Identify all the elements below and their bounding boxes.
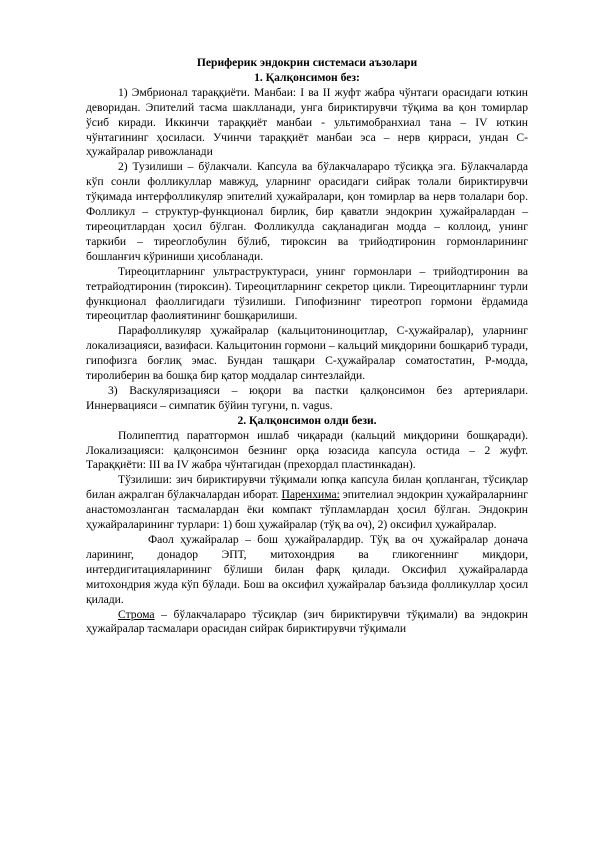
paragraph-active-cells: Фаол ҳужайралар – бош ҳужайралардир. Тўқ ва оч ҳужайралар донача ларининг, донадор ЭПТ, митохондрия ва гликогеннинг миқдори, интердигитацияларининг бўлиши билан фарқ қилади. Оксифил ҳужайраларда митохондрия жуда кўп бўлади. Бош ва оксифил ҳужайралар баъзида фолликуллар ҳосил қилади. <box>86 533 528 606</box>
paragraph-thyrocytes: Тиреоцитларнинг ультраструктураси, унинг гормонлари – трийодтиронин ва тетрайодтиронин (тироксин). Тиреоцитларнинг секретор цикли. Тиреоцитларнинг турли функционал фаоллигидаги тўзилиши. Гипофизнинг тиреотроп гормони ёрдамида тиреоцитлар фаолиятининг бошқарилиши. <box>86 264 528 323</box>
paragraph-vascularization: 3) Васкуляризацияси – юқори ва пастки қалқонсимон без артериялари. Иннервацияси – симпатик бўйин тугуни, n. vagus. <box>86 383 528 412</box>
paragraph-embryonal-development: 1) Эмбрионал тараққиёти. Манбаи: I ва II жуфт жабра чўнтаги орасидаги юткин деворидан. Эпителий тасма шаклланади, унга бириктирувчи тўқима ва қон томирлар ўсиб киради. Иккинчи тараққиёт манбаи - ультимобранхиал тана – IV юткин чўнтагининг ҳосиласи. Учинчи тараққиёт манбаи эса – нерв қирраси, ундан С-ҳужайралар ривожланади <box>86 85 528 159</box>
paragraph-structure: 2) Тузилиши – бўлакчали. Капсула ва бўлакчалараро тўсиққа эга. Бўлакчаларда кўп сонли фолликуллар мавжуд, уларнинг орасидаги сийрак толали бириктирувчи тўқимада интерфолликуляр эпителий ҳужайралари, қон томирлар ва нерв толалари бор. Фолликул – структур-функционал бирлик, бир қаватли эндокрин ҳужайралардан – тиреоцитлардан ҳосил бўлган. Фолликулда сақланадиган модда – коллоид, унинг таркиби – тиреоглобулин бўлиб, тироксин ва трийодтиронин гормонларининг бошланғич кўриниши ҳисобланади. <box>86 160 528 263</box>
stroma-text: – бўлакчалараро тўсиқлар (зич бириктирувчи тўқимали) ва эндокрин ҳужайралар тасмалари орасидан сийрак бириктирувчи тўқимали <box>86 607 528 636</box>
p7-text-start: Тўзилиши: зич бириктирувчи тўқимали юпқа капсула билан қопланган, тўсиқлар билан ажралган бўлакчалардан иборат. <box>86 473 528 502</box>
paragraph-parafollicular-cells: Парафолликуляр ҳужайралар (кальцитониноцитлар, С-ҳужайралар), уларнинг локализацияси, вазифаси. Кальцитонин гормони – кальций миқдорини бошқариб туради, гипофизга боғлиқ эмас. Бундан ташқари С-ҳужайралар соматостатин, Р-модда, тиролиберин ва бошқа бир қатор моддалар синтезлайди. <box>86 324 528 383</box>
stroma-term: Строма <box>118 607 155 621</box>
paragraph-parathyroid-structure <box>86 473 528 533</box>
p7-text-end: эпителиал эндокрин ҳужайраларнинг анастомозланган тасмалардан ёки компакт тўпламлардан ҳосил бўлган. Эндокрин ҳужайраларининг турлари: 1) бош ҳужайралар (тўқ ва оч), 2) оксифил ҳужайралар. <box>86 488 528 532</box>
section-1-heading: 1. Қалқонсимон без: <box>254 70 360 84</box>
paragraph-stroma <box>86 608 528 638</box>
document-title: Периферик эндокрин системаси аъзолари <box>196 56 418 69</box>
document-page <box>86 56 528 637</box>
paragraph-parathyroid-intro: Полипептид паратгормон ишлаб чиқаради (кальций миқдорини бошқаради). Локализацияси: қалқонсимон безнинг орқа юзасида капсула остида – 2 жуфт. Тараққиёти: III ва IV жабра чўнтагидан (прехордал пластинкадан). <box>86 428 528 472</box>
parenchyma-term: Паренхима: <box>281 488 340 502</box>
section-2-heading: 2. Қалқонсимон олди бези. <box>237 413 377 427</box>
